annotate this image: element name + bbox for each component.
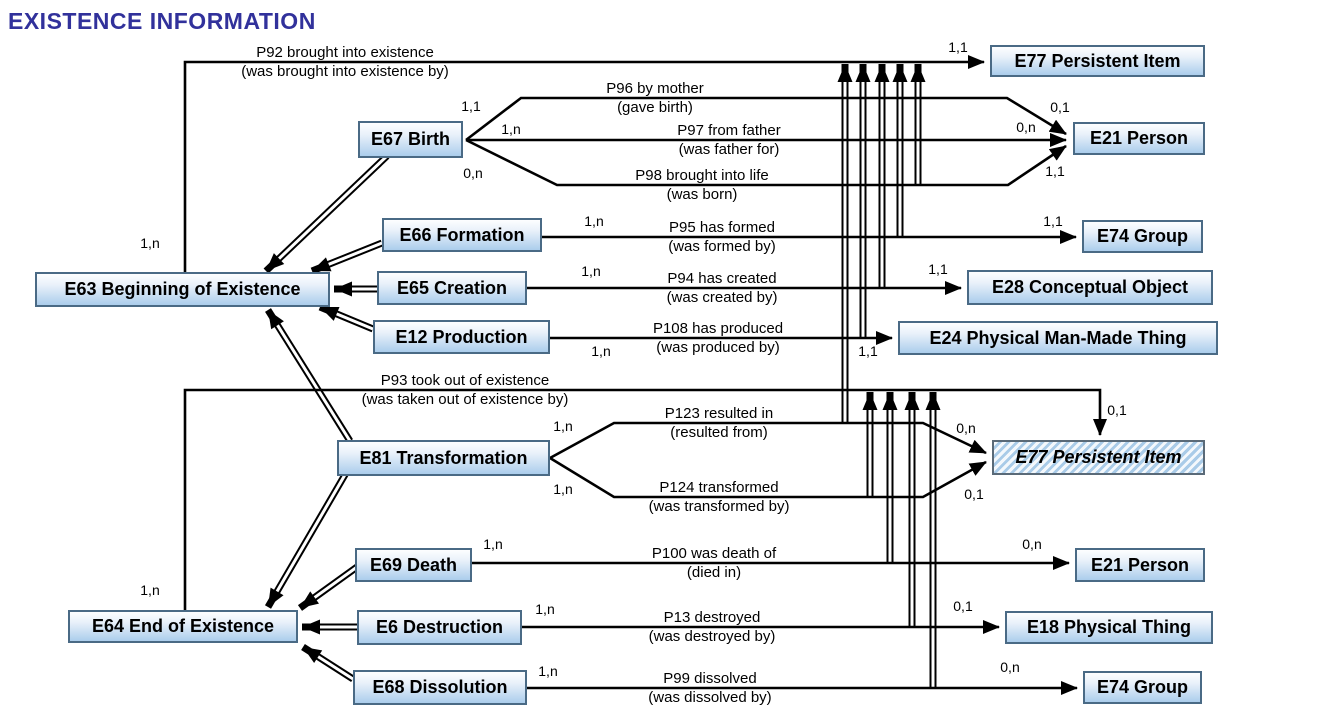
p95-target-cardinality: 1,1	[1043, 213, 1063, 229]
p94-label: P94 has created	[667, 270, 777, 287]
p124-target-cardinality: 0,1	[964, 486, 984, 502]
p123-label: P123 resulted in	[664, 405, 774, 422]
class-box-e28-conceptual-object: E28 Conceptual Object	[967, 270, 1213, 305]
p93-inverse-label: (was taken out of existence by)	[361, 391, 569, 408]
class-box-e24-physical-man-made-thing: E24 Physical Man-Made Thing	[898, 321, 1218, 355]
class-box-e63-beginning-of-existence: E63 Beginning of Existence	[35, 272, 330, 307]
p93-source-cardinality: 1,n	[140, 582, 160, 598]
p96-target-cardinality: 0,1	[1050, 99, 1070, 115]
p98-inverse-label: (was born)	[666, 186, 738, 203]
p94-target-cardinality: 1,1	[928, 261, 948, 277]
class-box-e81-transformation: E81 Transformation	[337, 440, 550, 476]
p99-label: P99 dissolved	[663, 670, 757, 687]
p123-source-cardinality: 1,n	[553, 418, 573, 434]
p100-target-cardinality: 0,n	[1022, 536, 1042, 552]
p95-label: P95 has formed	[669, 219, 775, 236]
class-box-e21-person-top: E21 Person	[1073, 122, 1205, 155]
class-box-e69-death: E69 Death	[355, 548, 472, 582]
p93-target-cardinality: 0,1	[1107, 402, 1127, 418]
class-box-e77-persistent-item-hatched: E77 Persistent Item	[992, 440, 1205, 475]
p97-label: P97 from father	[677, 122, 781, 139]
p100-inverse-label: (died in)	[686, 564, 742, 581]
p96-source-cardinality: 1,1	[461, 98, 481, 114]
p98-label: P98 brought into life	[635, 167, 769, 184]
class-box-e74-group-bottom: E74 Group	[1083, 671, 1202, 704]
p108-label: P108 has produced	[652, 320, 784, 337]
p95-source-cardinality: 1,n	[584, 213, 604, 229]
p96-label: P96 by mother	[606, 80, 704, 97]
p13-target-cardinality: 0,1	[953, 598, 973, 614]
p124-inverse-label: (was transformed by)	[648, 498, 790, 515]
p123-target-cardinality: 0,n	[956, 420, 976, 436]
class-box-e6-destruction: E6 Destruction	[357, 610, 522, 645]
p100-source-cardinality: 1,n	[483, 536, 503, 552]
p92-source-cardinality: 1,n	[140, 235, 160, 251]
p97-inverse-label: (was father for)	[678, 141, 780, 158]
p13-inverse-label: (was destroyed by)	[648, 628, 776, 645]
class-box-e74-group-top: E74 Group	[1082, 220, 1203, 253]
p97-target-cardinality: 0,n	[1016, 119, 1036, 135]
p96-inverse-label: (gave birth)	[617, 99, 693, 116]
p108-source-cardinality: 1,n	[591, 343, 611, 359]
class-box-e67-birth: E67 Birth	[358, 121, 463, 158]
class-box-e64-end-of-existence: E64 End of Existence	[68, 610, 298, 643]
p98-source-cardinality: 0,n	[463, 165, 483, 181]
class-box-e68-dissolution: E68 Dissolution	[353, 670, 527, 705]
p94-source-cardinality: 1,n	[581, 263, 601, 279]
p108-inverse-label: (was produced by)	[656, 339, 780, 356]
class-box-e66-formation: E66 Formation	[382, 218, 542, 252]
p123-inverse-label: (resulted from)	[670, 424, 768, 441]
class-box-e77-persistent-item-top: E77 Persistent Item	[990, 45, 1205, 77]
p95-inverse-label: (was formed by)	[668, 238, 776, 255]
p13-label: P13 destroyed	[663, 609, 761, 626]
p99-target-cardinality: 0,n	[1000, 659, 1020, 675]
p92-target-cardinality: 1,1	[948, 39, 968, 55]
p13-source-cardinality: 1,n	[535, 601, 555, 617]
diagram-title: EXISTENCE INFORMATION	[8, 8, 316, 34]
class-box-e18-physical-thing: E18 Physical Thing	[1005, 611, 1213, 644]
p92-inverse-label: (was brought into existence by)	[241, 63, 449, 80]
p92-label: P92 brought into existence	[256, 44, 434, 61]
p98-target-cardinality: 1,1	[1045, 163, 1065, 179]
p99-inverse-label: (was dissolved by)	[648, 689, 772, 706]
p124-label: P124 transformed	[659, 479, 779, 496]
p93-label: P93 took out of existence	[380, 372, 550, 389]
p124-source-cardinality: 1,n	[553, 481, 573, 497]
p99-source-cardinality: 1,n	[538, 663, 558, 679]
p100-label: P100 was death of	[651, 545, 777, 562]
p108-target-cardinality: 1,1	[858, 343, 878, 359]
p94-inverse-label: (was created by)	[666, 289, 778, 306]
p97-source-cardinality: 1,n	[501, 121, 521, 137]
class-box-e12-production: E12 Production	[373, 320, 550, 354]
class-box-e21-person-bottom: E21 Person	[1075, 548, 1205, 582]
class-box-e65-creation: E65 Creation	[377, 271, 527, 305]
